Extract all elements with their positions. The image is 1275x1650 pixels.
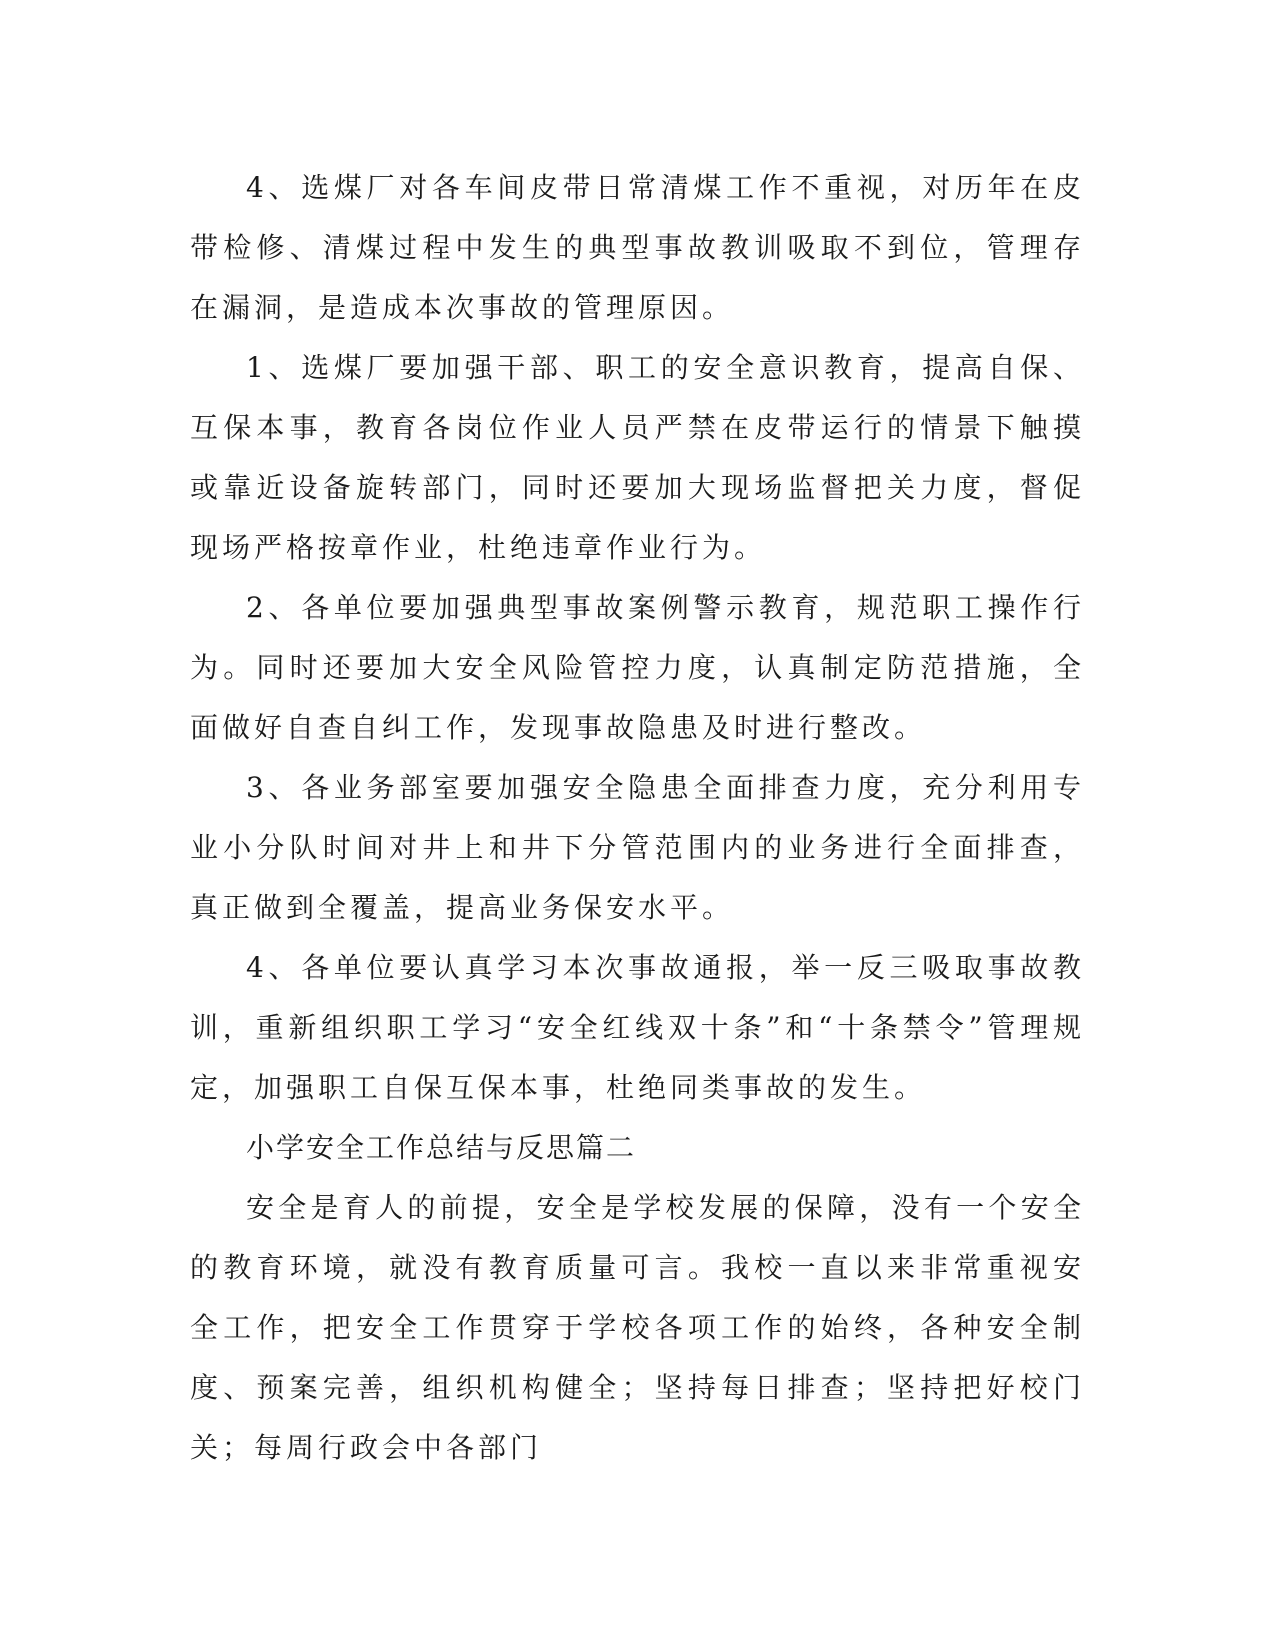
section-paragraph: 安全是育人的前提，安全是学校发展的保障，没有一个安全的教育环境，就没有教育质量可言。我校一直以来非常重视安全工作，把安全工作贯穿于学校各项工作的始终，各种安全制度、预案完善，组织机构健全；坚持每日排查；坚持把好校门关；每周行政会中各部门 — [190, 1191, 1085, 1464]
paragraph-cause-4: 4、选煤厂对各车间皮带日常清煤工作不重视，对历年在皮带检修、清煤过程中发生的典型事故教训吸取不到位，管理存在漏洞，是造成本次事故的管理原因。 — [190, 171, 1085, 324]
document-body — [190, 158, 1085, 1478]
paragraph-measure-1: 1、选煤厂要加强干部、职工的安全意识教育，提高自保、互保本事，教育各岗位作业人员严禁在皮带运行的情景下触摸或靠近设备旋转部门，同时还要加大现场监督把关力度，督促现场严格按章作业，杜绝违章作业行为。 — [190, 351, 1085, 564]
section-heading: 小学安全工作总结与反思篇二 — [246, 1131, 637, 1164]
paragraph-measure-4: 4、各单位要认真学习本次事故通报，举一反三吸取事故教训，重新组织职工学习“安全红线双十条”和“十条禁令”管理规定，加强职工自保互保本事，杜绝同类事故的发生。 — [190, 951, 1085, 1104]
paragraph-measure-2: 2、各单位要加强典型事故案例警示教育，规范职工操作行为。同时还要加大安全风险管控力度，认真制定防范措施，全面做好自查自纠工作，发现事故隐患及时进行整改。 — [190, 591, 1085, 744]
paragraph-measure-3: 3、各业务部室要加强安全隐患全面排查力度，充分利用专业小分队时间对井上和井下分管范围内的业务进行全面排查，真正做到全覆盖，提高业务保安水平。 — [190, 771, 1085, 924]
